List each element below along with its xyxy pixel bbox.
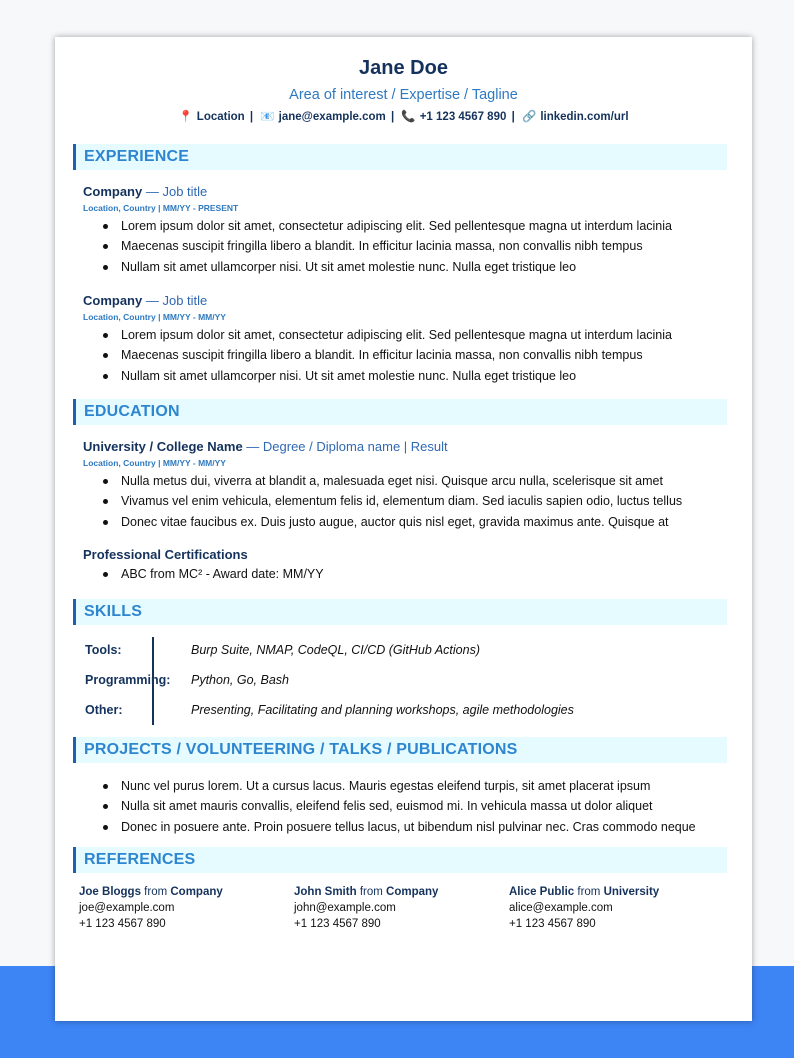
contact-separator: | <box>249 111 254 123</box>
section-title: PROJECTS / VOLUNTEERING / TALKS / PUBLICATIONS <box>84 741 518 758</box>
company-name: Company <box>83 184 143 199</box>
list-item: Nullam sit amet ullamcorper nisi. Ut sit amet molestie nunc. Nulla eget tristique leo <box>121 366 723 386</box>
reference-name: Joe Bloggs <box>79 886 141 898</box>
section-experience <box>73 144 727 170</box>
reference-name: John Smith <box>294 886 357 898</box>
reference-email[interactable]: joe@example.com <box>79 902 175 914</box>
reference-card <box>294 884 494 932</box>
reference-heading <box>79 884 279 900</box>
reference-email[interactable]: john@example.com <box>294 902 396 914</box>
reference-org: Company <box>170 886 223 898</box>
list-item: ABC from MC² - Award date: MM/YY <box>121 564 723 584</box>
reference-name: Alice Public <box>509 886 575 898</box>
list-item: Nunc vel purus lorem. Ut a cursus lacus. Mauris egestas eleifend turpis, sit amet placerat ipsum <box>121 776 723 796</box>
company-name: Company <box>83 293 143 308</box>
reference-heading <box>509 884 709 900</box>
skill-value: Python, Go, Bash <box>191 673 289 687</box>
section-title: EDUCATION <box>84 403 180 420</box>
job-heading <box>83 292 723 309</box>
education-meta: Location, Country | MM/YY - MM/YY <box>83 458 226 468</box>
reference-from: from <box>356 886 387 898</box>
skill-row <box>83 635 723 665</box>
certifications-heading <box>83 546 723 563</box>
bullet-list <box>83 325 723 386</box>
contact-separator: | <box>390 111 395 123</box>
location-pin-icon: 📍 <box>178 111 193 123</box>
bullet-list <box>83 471 723 532</box>
list-item: Vivamus vel enim vehicula, elementum felis id, elementum diam. Sed iaculis sapien odio, luctus tellus <box>121 491 723 511</box>
section-title: REFERENCES <box>84 851 196 868</box>
reference-from: from <box>140 886 171 898</box>
education-entry <box>83 438 723 532</box>
reference-from: from <box>574 886 604 898</box>
resume-page <box>55 37 752 1021</box>
section-references <box>73 847 727 873</box>
section-projects <box>73 737 727 763</box>
list-item: Donec in posuere ante. Proin posuere tellus lacus, ut bibendum nisl pulvinar nec. Cras commodo neque <box>121 817 723 837</box>
job-title: — Job title <box>142 184 208 199</box>
skill-label: Other: <box>85 703 123 717</box>
tagline: Area of interest / Expertise / Tagline <box>289 87 518 103</box>
skill-label: Tools: <box>85 643 122 657</box>
section-title: SKILLS <box>84 603 143 620</box>
skill-row <box>83 695 723 725</box>
link-icon: 🔗 <box>522 111 537 123</box>
reference-org: Company <box>386 886 439 898</box>
job-title: — Job title <box>142 293 208 308</box>
certifications-entry <box>83 546 723 584</box>
resume-header <box>55 55 752 126</box>
email-icon: 📧 <box>260 111 275 123</box>
section-education <box>73 399 727 425</box>
candidate-name: Jane Doe <box>359 57 448 79</box>
reference-phone: +1 123 4567 890 <box>294 918 381 930</box>
contact-phone: +1 123 4567 890 <box>419 111 507 123</box>
reference-card <box>509 884 709 932</box>
skill-label: Programming: <box>85 673 171 687</box>
reference-phone: +1 123 4567 890 <box>79 918 166 930</box>
bullet-list <box>83 776 723 837</box>
section-skills <box>73 599 727 625</box>
skills-table <box>83 635 723 725</box>
education-heading <box>83 438 723 455</box>
list-item: Donec vitae faucibus ex. Duis justo augue, auctor quis nisl eget, gravida maximus ante. Quisque at <box>121 512 723 532</box>
list-item: Lorem ipsum dolor sit amet, consectetur adipiscing elit. Sed pellentesque magna ut interdum lacinia <box>121 216 723 236</box>
skill-row <box>83 665 723 695</box>
reference-card <box>79 884 279 932</box>
contact-linkedin[interactable]: linkedin.com/url <box>540 111 629 123</box>
degree-name: — Degree / Diploma name | Result <box>242 439 448 454</box>
skill-value: Presenting, Facilitating and planning workshops, agile methodologies <box>191 703 574 717</box>
contact-line <box>55 108 752 126</box>
reference-email[interactable]: alice@example.com <box>509 902 613 914</box>
phone-icon: 📞 <box>401 111 416 123</box>
reference-org: University <box>603 886 660 898</box>
list-item: Nullam sit amet ullamcorper nisi. Ut sit amet molestie nunc. Nulla eget tristique leo <box>121 257 723 277</box>
bullet-list <box>83 564 723 584</box>
certifications-title: Professional Certifications <box>83 547 248 562</box>
contact-separator: | <box>511 111 515 123</box>
reference-phone: +1 123 4567 890 <box>509 918 596 930</box>
job-heading <box>83 183 723 200</box>
projects-entry <box>83 774 723 837</box>
reference-heading <box>294 884 494 900</box>
list-item: Maecenas suscipit fringilla libero a blandit. In efficitur lacinia massa, non convallis nibh tempus <box>121 236 723 256</box>
section-title: EXPERIENCE <box>84 148 190 165</box>
job-meta: Location, Country | MM/YY - PRESENT <box>83 203 239 213</box>
bullet-list <box>83 216 723 277</box>
experience-entry <box>83 292 723 386</box>
institution-name: University / College Name <box>83 439 243 454</box>
list-item: Lorem ipsum dolor sit amet, consectetur adipiscing elit. Sed pellentesque magna ut interdum lacinia <box>121 325 723 345</box>
contact-location: Location <box>196 111 245 123</box>
list-item: Maecenas suscipit fringilla libero a blandit. In efficitur lacinia massa, non convallis nibh tempus <box>121 345 723 365</box>
list-item: Nulla metus dui, viverra at blandit a, malesuada eget nisi. Quisque arcu nulla, scelerisque sit amet <box>121 471 723 491</box>
list-item: Nulla sit amet mauris convallis, eleifend felis sed, euismod mi. In vehicula massa ut dolor aliquet <box>121 796 723 816</box>
job-meta: Location, Country | MM/YY - MM/YY <box>83 312 226 322</box>
contact-email[interactable]: jane@example.com <box>278 111 386 123</box>
skill-value: Burp Suite, NMAP, CodeQL, CI/CD (GitHub Actions) <box>191 643 480 657</box>
experience-entry <box>83 183 723 277</box>
